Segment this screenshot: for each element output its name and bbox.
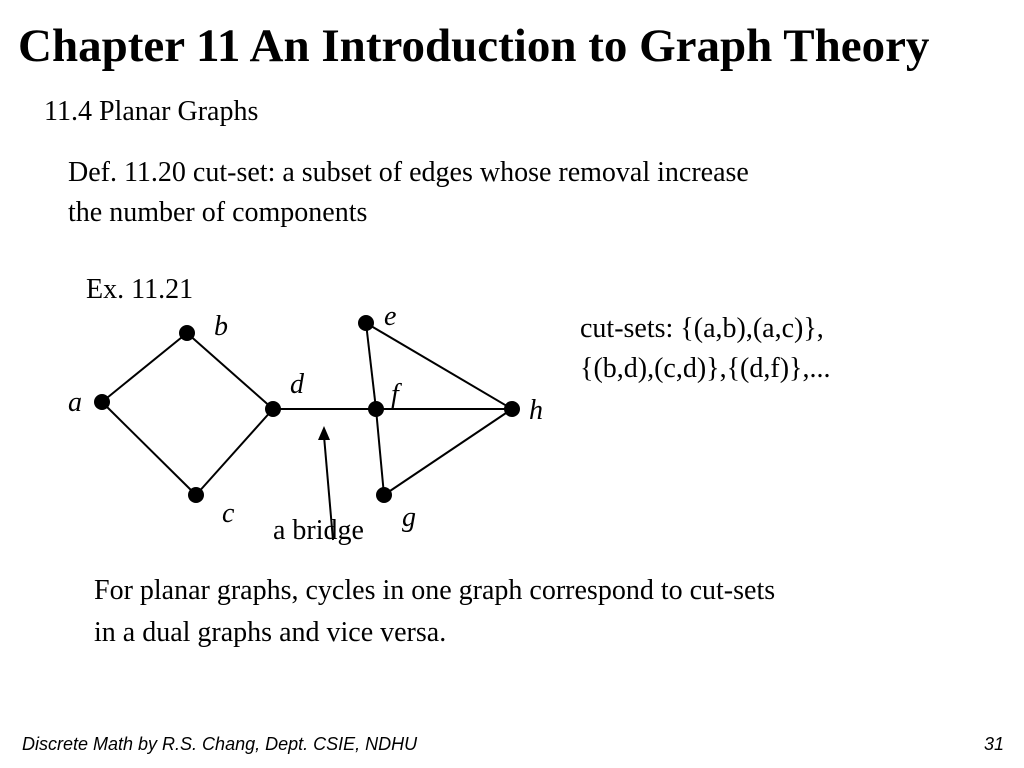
cutsets-text: [580, 309, 830, 389]
edge-c-d: [196, 409, 273, 495]
vertex-c: [188, 487, 204, 503]
vertex-e: [358, 315, 374, 331]
example-label: Ex. 11.21: [86, 274, 194, 305]
cutsets-line-1: cut-sets: {(a,b),(a,c)},: [580, 313, 824, 344]
vertex-g: [376, 487, 392, 503]
vertex-d: [265, 401, 281, 417]
edge-f-g: [376, 409, 384, 495]
definition-line-2: the number of components: [68, 197, 368, 228]
vertex-f: [368, 401, 384, 417]
edge-e-f: [366, 323, 376, 409]
slide-title: Chapter 11 An Introduction to Graph Theory: [18, 20, 930, 72]
page-number: 31: [983, 734, 1004, 754]
vertex-label-g: g: [402, 502, 416, 533]
graph-edges: [102, 323, 512, 495]
vertex-h: [504, 401, 520, 417]
edge-b-d: [187, 333, 273, 409]
vertex-a: [94, 394, 110, 410]
closing-text: [94, 570, 775, 654]
vertex-label-b: b: [214, 311, 228, 342]
vertex-b: [179, 325, 195, 341]
vertex-label-a: a: [68, 387, 82, 418]
definition-line-1: Def. 11.20 cut-set: a subset of edges whose removal increase: [68, 157, 749, 188]
vertex-label-f: f: [391, 379, 399, 410]
edge-a-c: [102, 402, 196, 495]
section-subtitle: 11.4 Planar Graphs: [44, 96, 259, 127]
edge-g-h: [384, 409, 512, 495]
cutsets-line-2: {(b,d),(c,d)},{(d,f)},...: [580, 353, 831, 384]
vertex-label-d: d: [290, 369, 304, 400]
edge-e-h: [366, 323, 512, 409]
vertex-label-c: c: [222, 498, 235, 529]
vertex-label-e: e: [384, 301, 397, 332]
footer-credit: Discrete Math by R.S. Chang, Dept. CSIE, NDHU: [22, 734, 418, 754]
vertex-label-h: h: [529, 395, 543, 426]
bridge-label: a bridge: [273, 515, 364, 546]
bridge-arrow-head: [318, 426, 330, 440]
edge-a-b: [102, 333, 187, 402]
graph-vertex-labels: [68, 301, 543, 533]
closing-line-1: For planar graphs, cycles in one graph correspond to cut-sets: [94, 575, 776, 606]
closing-line-2: in a dual graphs and vice versa.: [94, 617, 447, 648]
